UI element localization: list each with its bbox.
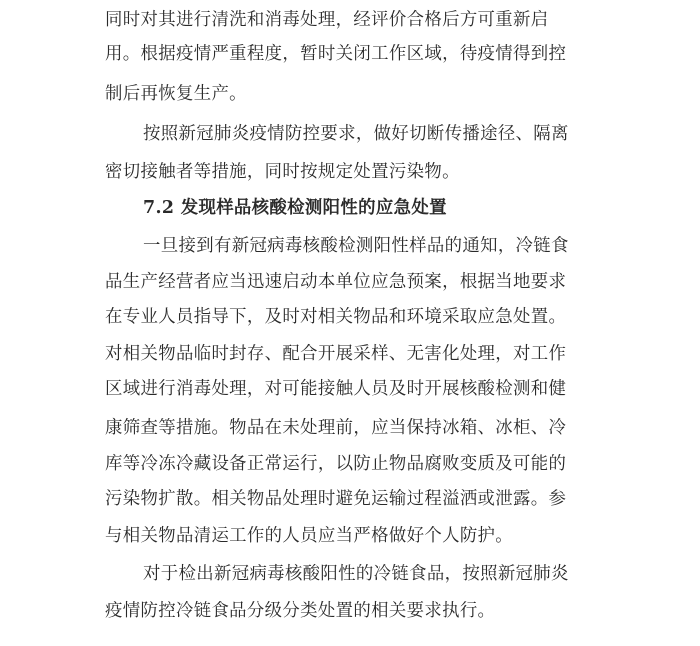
paragraph-line: 制后再恢复生产。 <box>105 84 247 104</box>
paragraph-line: 对相关物品临时封存、配合开展采样、无害化处理，对工作 <box>105 344 567 364</box>
paragraph-line: 库等冷冻冷藏设备正常运行，以防止物品腐败变质及可能的 <box>105 454 567 474</box>
paragraph-line: 污染物扩散。相关物品处理时避免运输过程溢洒或泄露。参 <box>105 489 567 509</box>
paragraph-line: 对于检出新冠病毒核酸阳性的冷链食品，按照新冠肺炎 <box>143 564 569 584</box>
paragraph-line: 与相关物品清运工作的人员应当严格做好个人防护。 <box>105 526 514 546</box>
paragraph-line: 密切接触者等措施，同时按规定处置污染物。 <box>105 162 460 182</box>
paragraph-line: 在专业人员指导下，及时对相关物品和环境采取应急处置。 <box>105 307 567 327</box>
paragraph-line: 疫情防控冷链食品分级分类处置的相关要求执行。 <box>105 601 496 621</box>
paragraph-line: 品生产经营者应当迅速启动本单位应急预案，根据当地要求 <box>105 272 567 292</box>
section-heading: 7.2 发现样品核酸检测阳性的应急处置 <box>143 198 447 218</box>
paragraph-line: 区域进行消毒处理，对可能接触人员及时开展核酸检测和健 <box>105 379 567 399</box>
paragraph-line: 用。根据疫情严重程度，暂时关闭工作区域，待疫情得到控 <box>105 44 567 64</box>
paragraph-line: 同时对其进行清洗和消毒处理，经评价合格后方可重新启 <box>105 10 549 30</box>
paragraph-line: 康筛查等措施。物品在未处理前，应当保持冰箱、冰柜、冷 <box>105 418 567 438</box>
paragraph-line: 一旦接到有新冠病毒核酸检测阳性样品的通知，冷链食 <box>143 236 569 256</box>
paragraph-line: 按照新冠肺炎疫情防控要求，做好切断传播途径、隔离 <box>143 124 569 144</box>
